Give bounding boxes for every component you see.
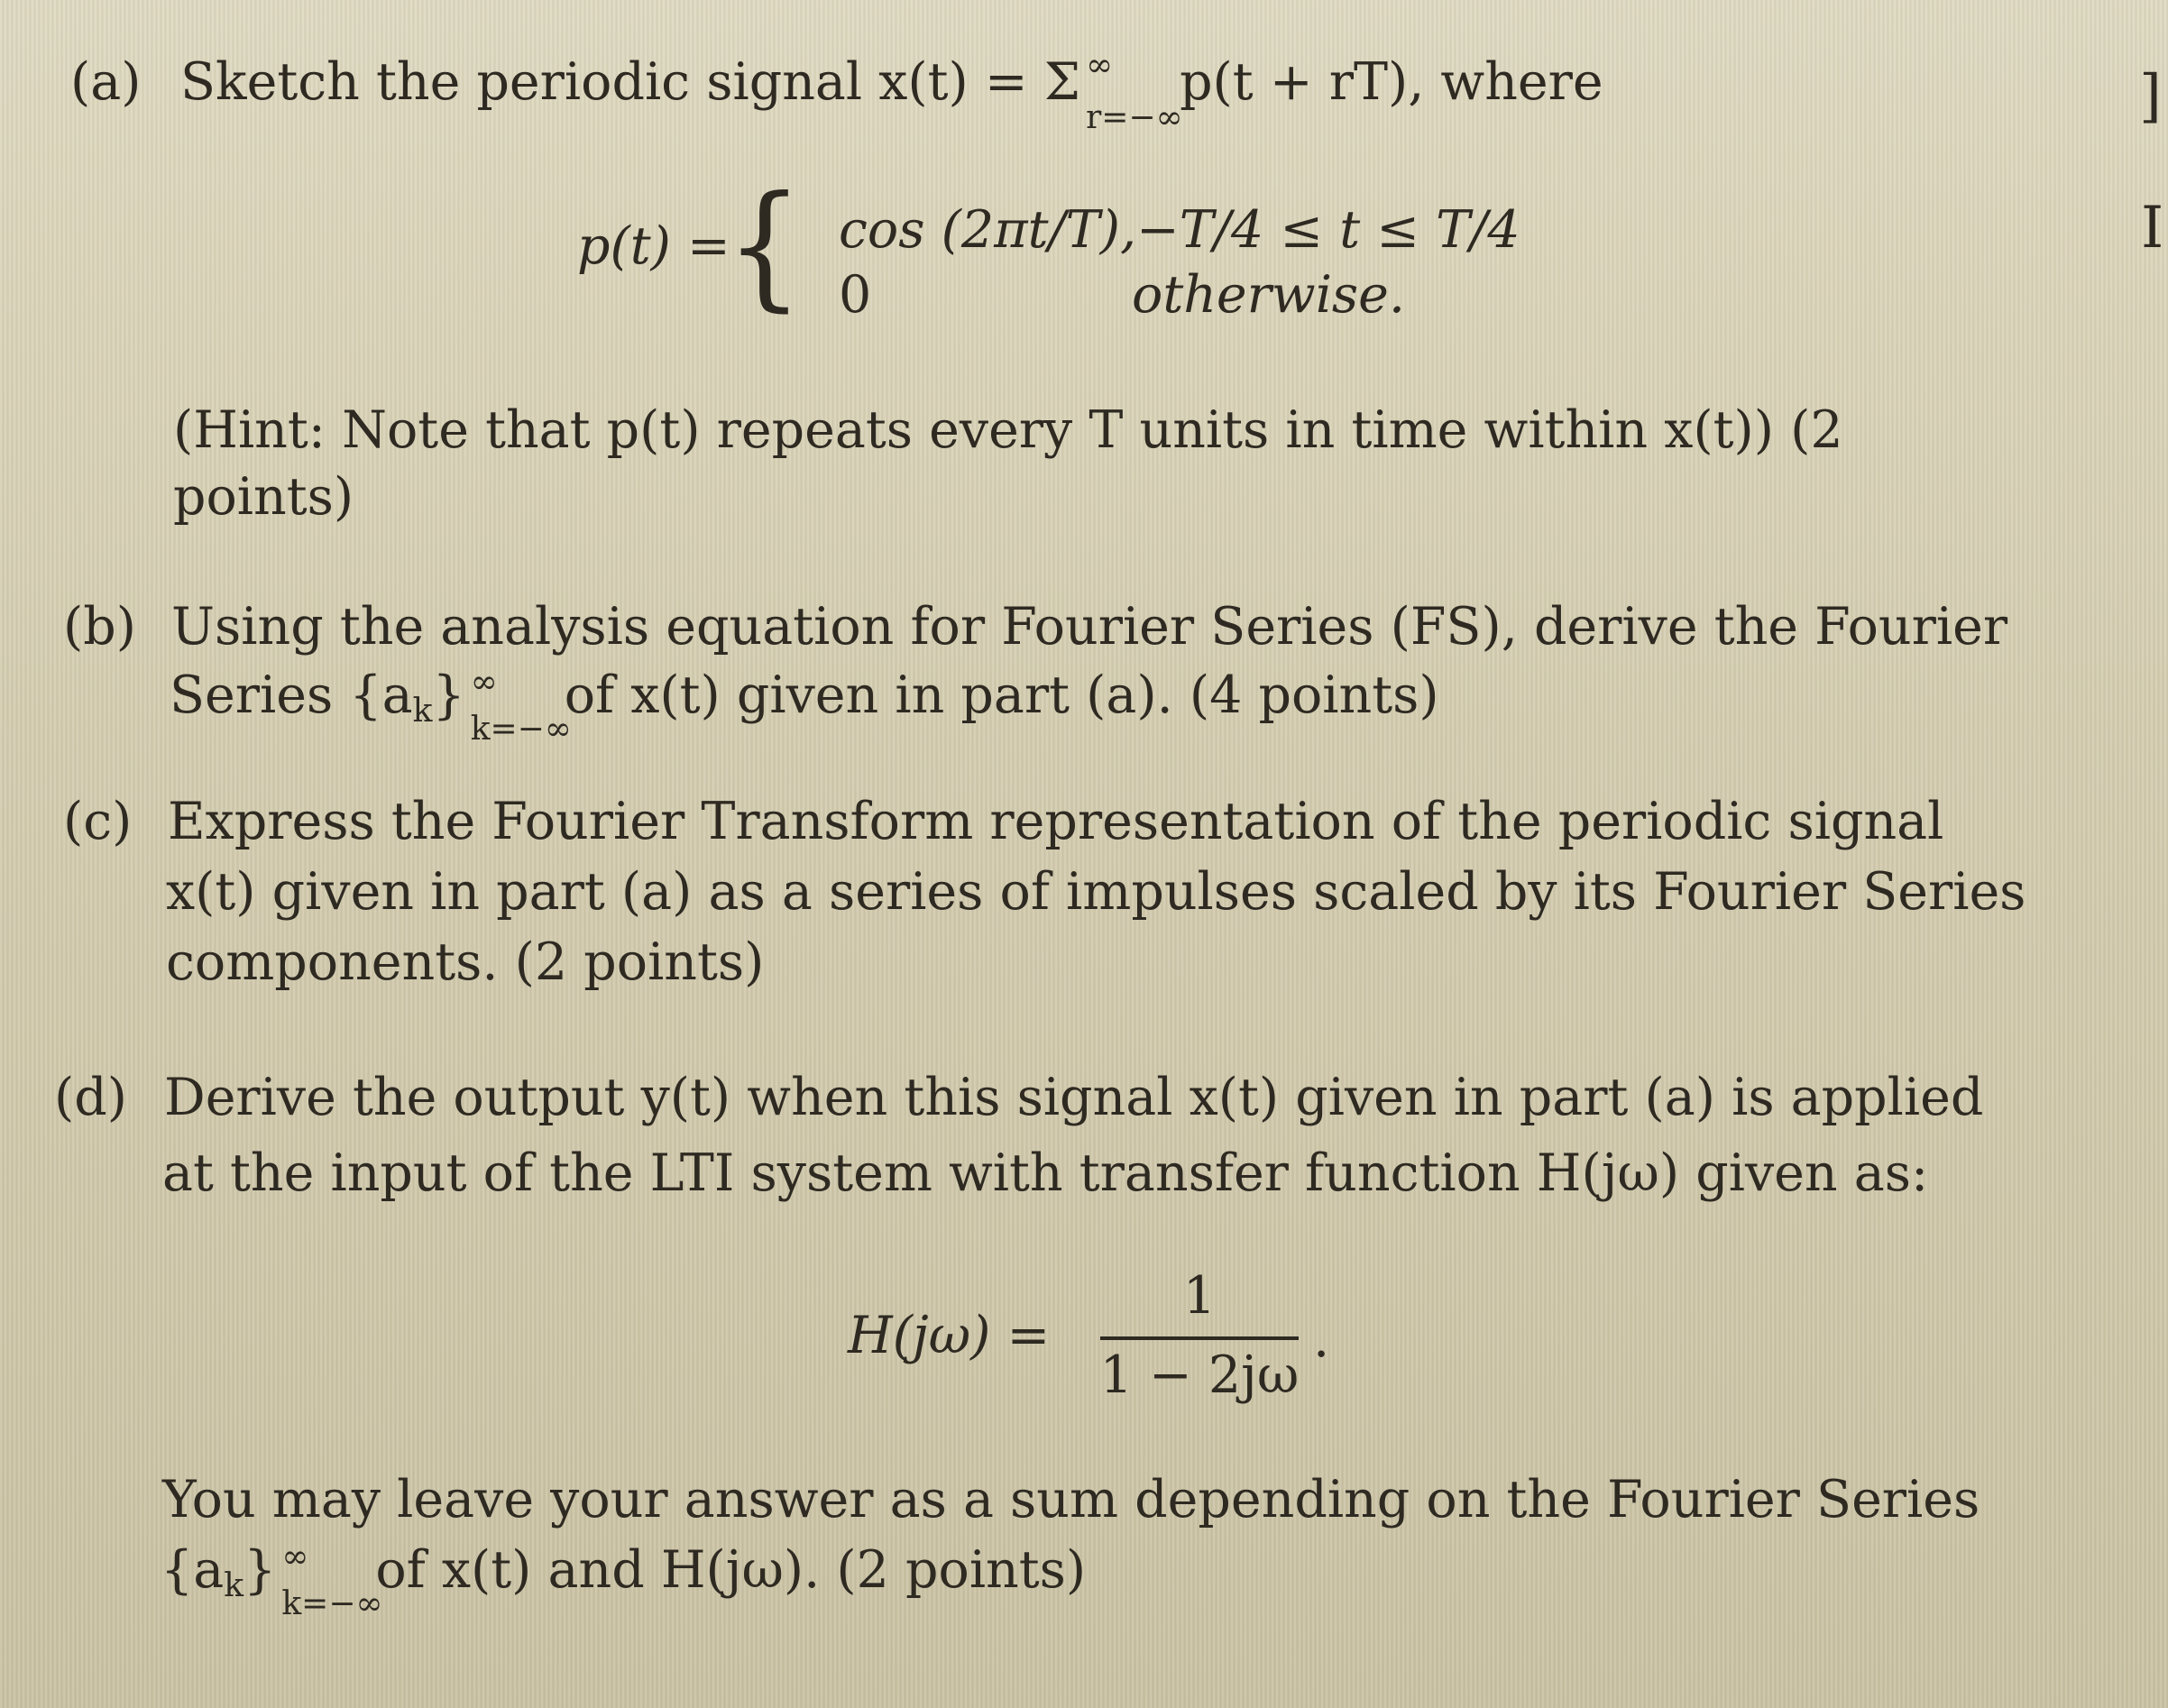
transfer-function-period: . <box>1313 1309 1330 1369</box>
part-b-line-1: Using the analysis equation for Fourier Series (FS), derive the Fourier <box>171 597 2008 657</box>
part-d-note-series-close: } <box>243 1540 277 1600</box>
case1-condition: −T/4 ≤ t ≤ T/4 <box>1136 200 1520 260</box>
transfer-function-denominator: 1 − 2jω <box>1099 1345 1300 1405</box>
part-a-intro <box>180 47 1603 136</box>
part-a-sum-lower: r=−∞ <box>1086 99 1183 136</box>
part-c-line-1: Express the Fourier Transform representation of the periodic signal <box>168 792 1944 851</box>
part-b-label: (b) <box>63 597 136 657</box>
part-a-intro-text: Sketch the periodic signal x(t) = Σ <box>180 52 1081 112</box>
part-d-note-range <box>276 1535 383 1622</box>
part-d-label: (d) <box>54 1068 127 1127</box>
part-b-line-2 <box>170 660 1439 747</box>
part-d-line-2: at the input of the LTI system with transfer function H(jω) given as: <box>162 1143 1929 1203</box>
case2-condition: otherwise. <box>1132 265 1406 325</box>
hint-line-1: (Hint: Note that p(t) repeats every T units in time within x(t)) (2 <box>173 400 1843 460</box>
part-d-note-line-1: You may leave your answer as a sum depending on the Fourier Series <box>162 1470 1980 1529</box>
part-b-range-upper: ∞ <box>470 664 498 701</box>
hint-line-2: points) <box>173 467 354 527</box>
fraction-bar <box>1100 1336 1299 1340</box>
part-d-note-sub-k: k <box>224 1567 244 1604</box>
case1-value: cos (2πt/T), <box>839 200 1137 260</box>
part-b-range-lower: k=−∞ <box>470 711 572 748</box>
p-of-t-lhs: p(t) = <box>577 216 730 276</box>
right-edge-bracket: ] <box>2139 63 2162 130</box>
part-c-label: (c) <box>63 792 133 851</box>
part-b-range <box>465 660 572 748</box>
case2-value: 0 <box>839 265 872 325</box>
right-edge-mark: I <box>2141 195 2164 262</box>
part-c-line-2: x(t) given in part (a) as a series of impulses scaled by its Fourier Series <box>166 862 2026 922</box>
part-c-line-3: components. (2 points) <box>166 932 765 992</box>
part-b-series-open: Series {a <box>170 666 413 725</box>
transfer-function-lhs: H(jω) = <box>848 1306 1051 1365</box>
part-d-note-line-2 <box>161 1535 1086 1621</box>
part-a-intro-end: p(t + rT), where <box>1180 52 1603 112</box>
part-d-line-1: Derive the output y(t) when this signal x(t) given in part (a) is applied <box>164 1068 1984 1127</box>
part-d-note-range-upper: ∞ <box>281 1538 309 1575</box>
part-a-label: (a) <box>70 52 142 112</box>
part-a-sum-limits <box>1080 47 1183 136</box>
part-b-line-2-end: of x(t) given in part (a). (4 points) <box>564 666 1439 725</box>
part-b-series-close: } <box>432 666 465 725</box>
part-d-note-line-2-end: of x(t) and H(jω). (2 points) <box>375 1540 1087 1600</box>
piecewise-brace: { <box>725 168 804 325</box>
part-d-note-range-lower: k=−∞ <box>281 1585 383 1622</box>
part-a-sum-upper: ∞ <box>1086 47 1114 84</box>
transfer-function-numerator: 1 <box>1182 1266 1217 1326</box>
part-d-note-series-open: {a <box>161 1540 225 1600</box>
part-b-sub-k: k <box>412 693 433 730</box>
